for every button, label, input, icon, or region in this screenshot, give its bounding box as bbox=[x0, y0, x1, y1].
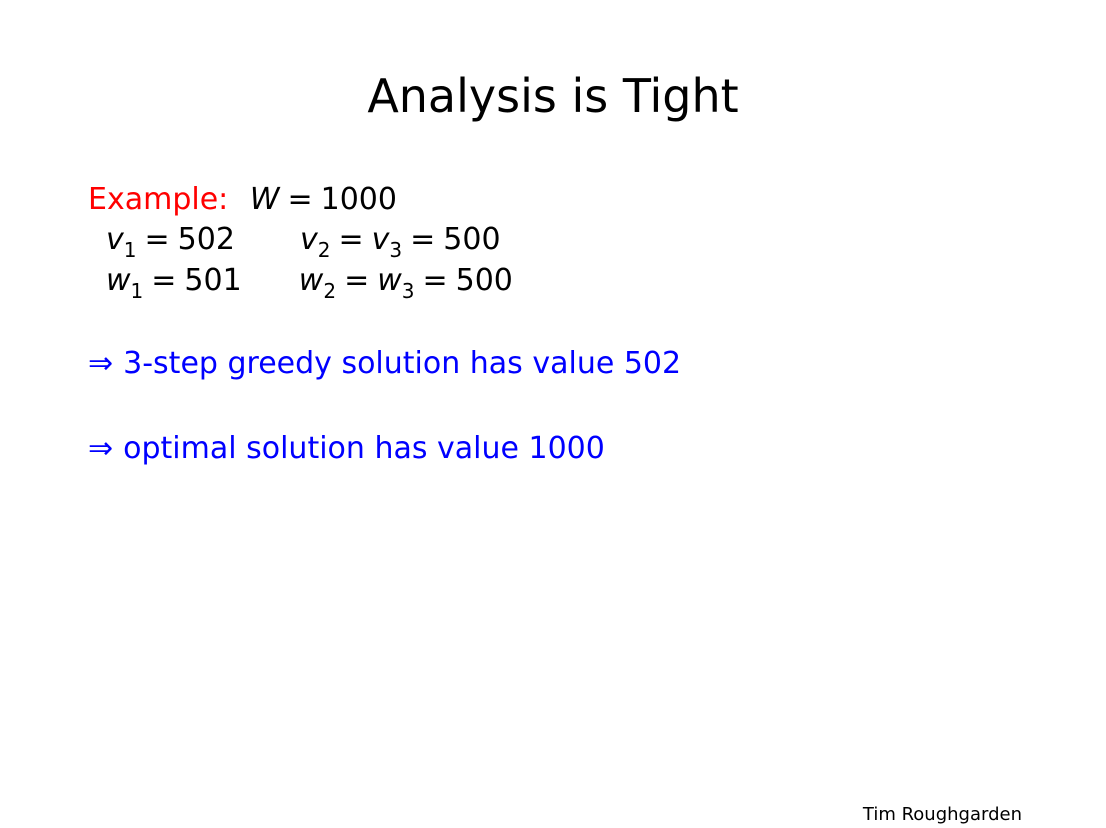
slide-title: Analysis is Tight bbox=[367, 69, 739, 123]
v23-expression bbox=[300, 222, 501, 262]
weights-line bbox=[88, 261, 513, 303]
equals-sign: = bbox=[344, 263, 370, 298]
w-capacity-expression bbox=[238, 182, 397, 217]
example-label: Example: bbox=[88, 182, 229, 217]
w1-subscript: 1 bbox=[130, 279, 144, 303]
equals-sign: = bbox=[422, 263, 448, 298]
v3-variable: v bbox=[371, 222, 390, 257]
equals-sign: = bbox=[338, 222, 364, 257]
v3-subscript: 3 bbox=[389, 238, 403, 262]
footer-author: Tim Roughgarden bbox=[862, 804, 1022, 825]
w23-value: 500 bbox=[455, 263, 513, 298]
w3-subscript: 3 bbox=[401, 279, 415, 303]
implication-optimal bbox=[88, 429, 605, 469]
implies-arrow-icon: ⇒ bbox=[88, 431, 114, 466]
capacity-value: 1000 bbox=[320, 182, 397, 217]
example-line bbox=[88, 180, 397, 220]
implication-text: optimal solution has value 1000 bbox=[123, 431, 605, 466]
v1-variable: v bbox=[106, 222, 124, 257]
equals-sign: = bbox=[151, 263, 177, 298]
v2-variable: v bbox=[300, 222, 318, 257]
w1-variable: w bbox=[106, 263, 131, 298]
v1-subscript: 1 bbox=[123, 238, 137, 262]
w1-value: 501 bbox=[184, 263, 242, 298]
v2-subscript: 2 bbox=[317, 238, 331, 262]
values-line bbox=[88, 220, 501, 262]
capacity-variable: W bbox=[249, 182, 280, 217]
equals-sign: = bbox=[410, 222, 436, 257]
implication-text: 3-step greedy solution has value 502 bbox=[123, 346, 682, 381]
w1-expression bbox=[106, 263, 242, 303]
implies-arrow-icon: ⇒ bbox=[88, 346, 114, 381]
w3-variable: w bbox=[377, 263, 402, 298]
implication-greedy bbox=[88, 344, 681, 384]
equals-sign: = bbox=[144, 222, 170, 257]
v23-value: 500 bbox=[443, 222, 501, 257]
w23-expression bbox=[298, 263, 513, 303]
equals-sign: = bbox=[287, 182, 313, 217]
w2-subscript: 2 bbox=[323, 279, 337, 303]
w2-variable: w bbox=[298, 263, 324, 298]
v1-value: 502 bbox=[177, 222, 235, 257]
v1-expression bbox=[106, 222, 235, 262]
